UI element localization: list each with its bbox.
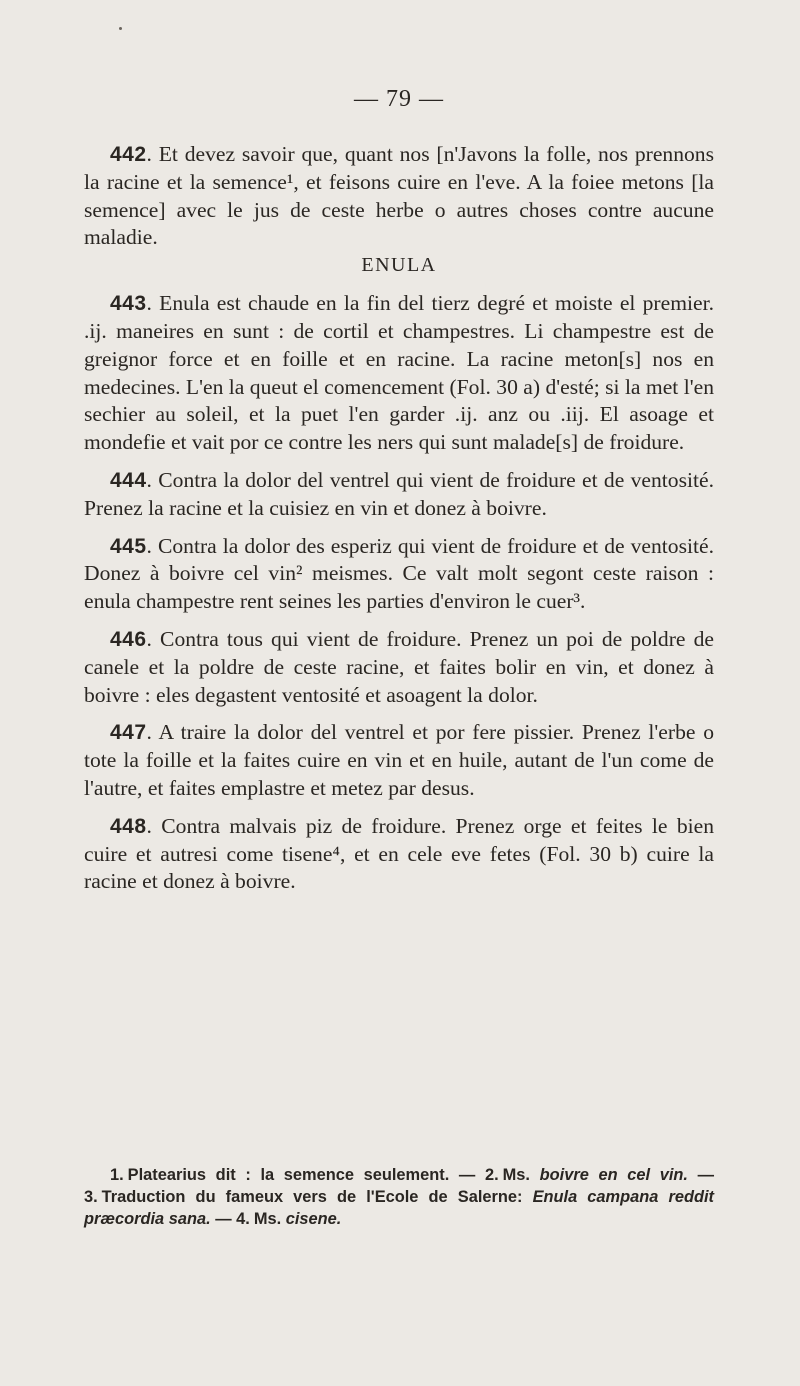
paragraph-447 (84, 719, 714, 802)
footnote-3-dash: — (215, 1210, 232, 1228)
main-text (84, 141, 714, 896)
paragraph-text: . Contra malvais piz de froidure. Prenez orge et feites le bien cuire et autresi come tisene⁴, et en cele eve fetes (Fol. 30 b) cuire la racine et donez à boivre. (84, 813, 714, 894)
paragraph-number: 448 (110, 814, 147, 838)
paragraph-text: . Contra la dolor des esperiz qui vient de froidure et de ventosité. Donez à boivre cel vin² meismes. Ce valt molt segont ceste raison : enula champestre rent seines les parties d'environ le cuer³. (84, 533, 714, 614)
paragraph-text: . Et devez savoir que, quant nos [n'Javons la folle, nos prennons la racine et la semence¹, et feisons cuire en l'eve. A la foiee metons [la semence] avec le jus de ceste herbe o autres choses contre aucune maladie. (84, 142, 714, 250)
footnote-2-number: 2. (484, 1166, 499, 1184)
paragraph-text: . Enula est chaude en la fin del tierz degré et moiste el premier. .ij. maneires en sunt : de cortil et champestres. Li champestre est de greignor force et en foille et en racine. La racine meton[s] nos en medecines. L'en la queut el comencement (Fol. 30 a) d'esté; si la met l'en sechier au soleil, et la puet l'en garder .ij. anz ou .iij. El asoage et mondefie et vait por ce contre les ners qui sunt malade[s] de froidure. (84, 291, 714, 455)
paragraph-number: 444 (110, 468, 147, 492)
paragraph-text: . Contra la dolor del ventrel qui vient de froidure et de ventosité. Prenez la racine et la cuisiez en vin et donez à boivre. (84, 467, 714, 520)
footnote-2-text: Ms. (502, 1166, 530, 1184)
footnote-block (84, 1164, 714, 1230)
footnote-4-text: Ms. (253, 1210, 282, 1228)
paragraph-number: 445 (110, 534, 147, 558)
footnote-2-italic: boivre en cel vin. (539, 1166, 688, 1184)
footnote-3-italic: Enula campana reddit præcordia sana. (84, 1188, 714, 1228)
page-number: — 79 — (354, 86, 444, 112)
paragraph-number: 442 (110, 143, 147, 166)
paragraph-445 (84, 533, 714, 616)
footnote-4-italic: cisene. (285, 1210, 342, 1228)
footnote-3-text: Traduction du fameux vers de l'Ecole de Salerne: (101, 1188, 523, 1206)
paragraph-442 (84, 141, 714, 252)
section-heading: ENULA (361, 254, 437, 277)
paragraph-443 (84, 290, 714, 457)
footnote-4-number: 4. (236, 1210, 250, 1228)
paragraph-text: . A traire la dolor del ventrel et por fere pissier. Prenez l'erbe o tote la foille et la faites cuire en vin et en huile, autant de l'un come de l'autre, et faites emplastre et metez par desus. (84, 720, 714, 800)
footnote-3-number: 3. (84, 1188, 98, 1206)
footnote-1-text: Platearius dit : la semence seulement. — (127, 1166, 476, 1184)
footnote-2-dash: — (697, 1166, 715, 1184)
paragraph-number: 443 (110, 292, 147, 316)
paragraph-448 (84, 813, 714, 896)
book-page (84, 0, 714, 1386)
footnote-1-number: 1. (110, 1166, 124, 1184)
footnotes (84, 1164, 714, 1230)
paragraph-number: 446 (110, 627, 147, 651)
paragraph-444 (84, 467, 714, 523)
paragraph-number: 447 (110, 721, 147, 745)
paragraph-446 (84, 626, 714, 709)
paragraph-text: . Contra tous qui vient de froidure. Prenez un poi de poldre de canele et la poldre de ceste racine, et faites bolir en vin, et donez à boivre : eles degastent ventosité et asoagent la dolor. (84, 626, 714, 707)
